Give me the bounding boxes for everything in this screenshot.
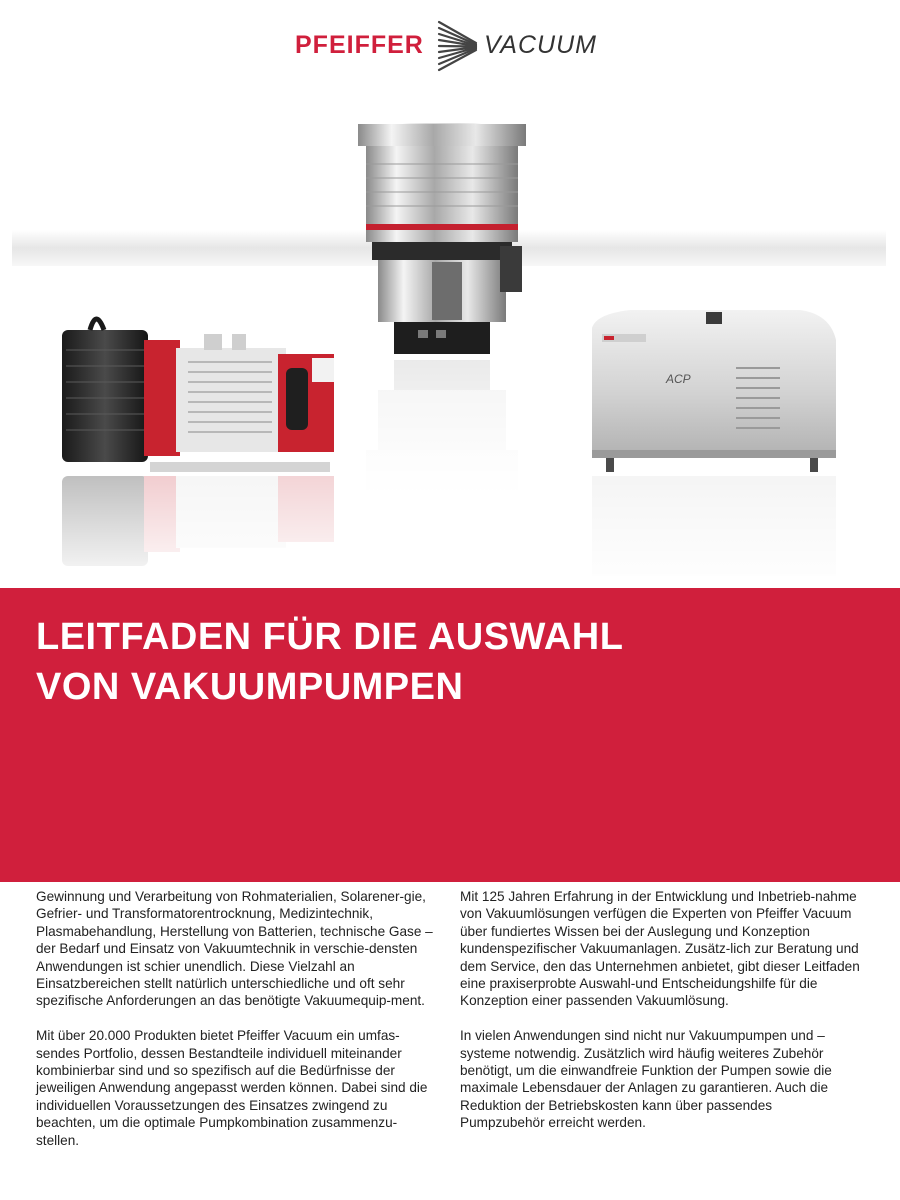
paragraph: Mit 125 Jahren Erfahrung in der Entwicklung und Inbetrieb-nahme von Vakuumlösungen verfügen die Experten von Pfeiffer Vacuum über fundiertes Wissen bei der Auslegung und Konzeption kundenspezifischer Vakuumanlagen. Zusätz-lich zur Beratung und dem Service, den das Unternehmen anbietet, gibt dieser Leitfaden eine praxiserprobte Auswahl-und Entscheidungshilfe für die Konzeption einer passenden Vakuumlösung. [460, 889, 860, 1009]
acp-label: ACP [666, 372, 691, 386]
product-photo [0, 78, 900, 590]
page-title-line-1: LEITFADEN FÜR DIE AUSWAHL [36, 616, 624, 658]
body-column-right [460, 888, 860, 1149]
paragraph: In vielen Anwendungen sind nicht nur Vakuumpumpen und –systeme notwendig. Zusätzlich wird häufig weiteres Zubehör benötigt, um die einwandfreie Funktion der Pumpen sowie die maximale Lebensdauer der Anlagen zu garantieren. Auch die Reduktion der Betriebskosten kann über passendes Pumpzubehör erreicht werden. [460, 1028, 832, 1131]
brand-name-left: PFEIFFER [295, 31, 424, 59]
brand-logo [0, 18, 900, 70]
fan-lines-icon [436, 20, 480, 72]
acp-roots-pump [592, 310, 836, 472]
rotary-vane-pump-reflection [56, 474, 346, 590]
paragraph: Mit über 20.000 Produkten bietet Pfeiffer Vacuum ein umfas-sendes Portfolio, dessen Bestandteile individuell miteinander kombinierbar sind und so spezifisch auf die Bedürfnisse der jeweiligen Anwendung angepasst werden können. Dabei sind die individuellen Voraussetzungen des Einsatzes zwingend zu beachten, um die optimale Pumpkombination zusammenzu-stellen. [36, 1028, 428, 1148]
page-title [36, 612, 623, 712]
acp-roots-pump-reflection [586, 474, 842, 590]
turbomolecular-pump [358, 123, 526, 354]
paragraph: Gewinnung und Verarbeitung von Rohmaterialien, Solarener-gie, Gefrier- und Transformatorentrocknung, Medizintechnik, Plasmabehandlung, Herstellung von Batterien, technische Gase – der Bedarf und Einsatz von Vakuumtechnik in verschie-densten Anwendungen ist schier unendlich. Diese Vielzahl an Einsatzbereichen stellt natürlich unterschiedliche und oft sehr spezifische Anforderungen an das benötigte Vakuumequip-ment. [36, 889, 433, 1009]
page-title-line-2: VON VAKUUMPUMPEN [36, 666, 464, 708]
rotary-vane-pump [62, 319, 334, 472]
brand-name-right: VACUUM [484, 31, 597, 59]
body-column-left [36, 888, 436, 1166]
turbomolecular-pump-reflection [360, 358, 530, 498]
